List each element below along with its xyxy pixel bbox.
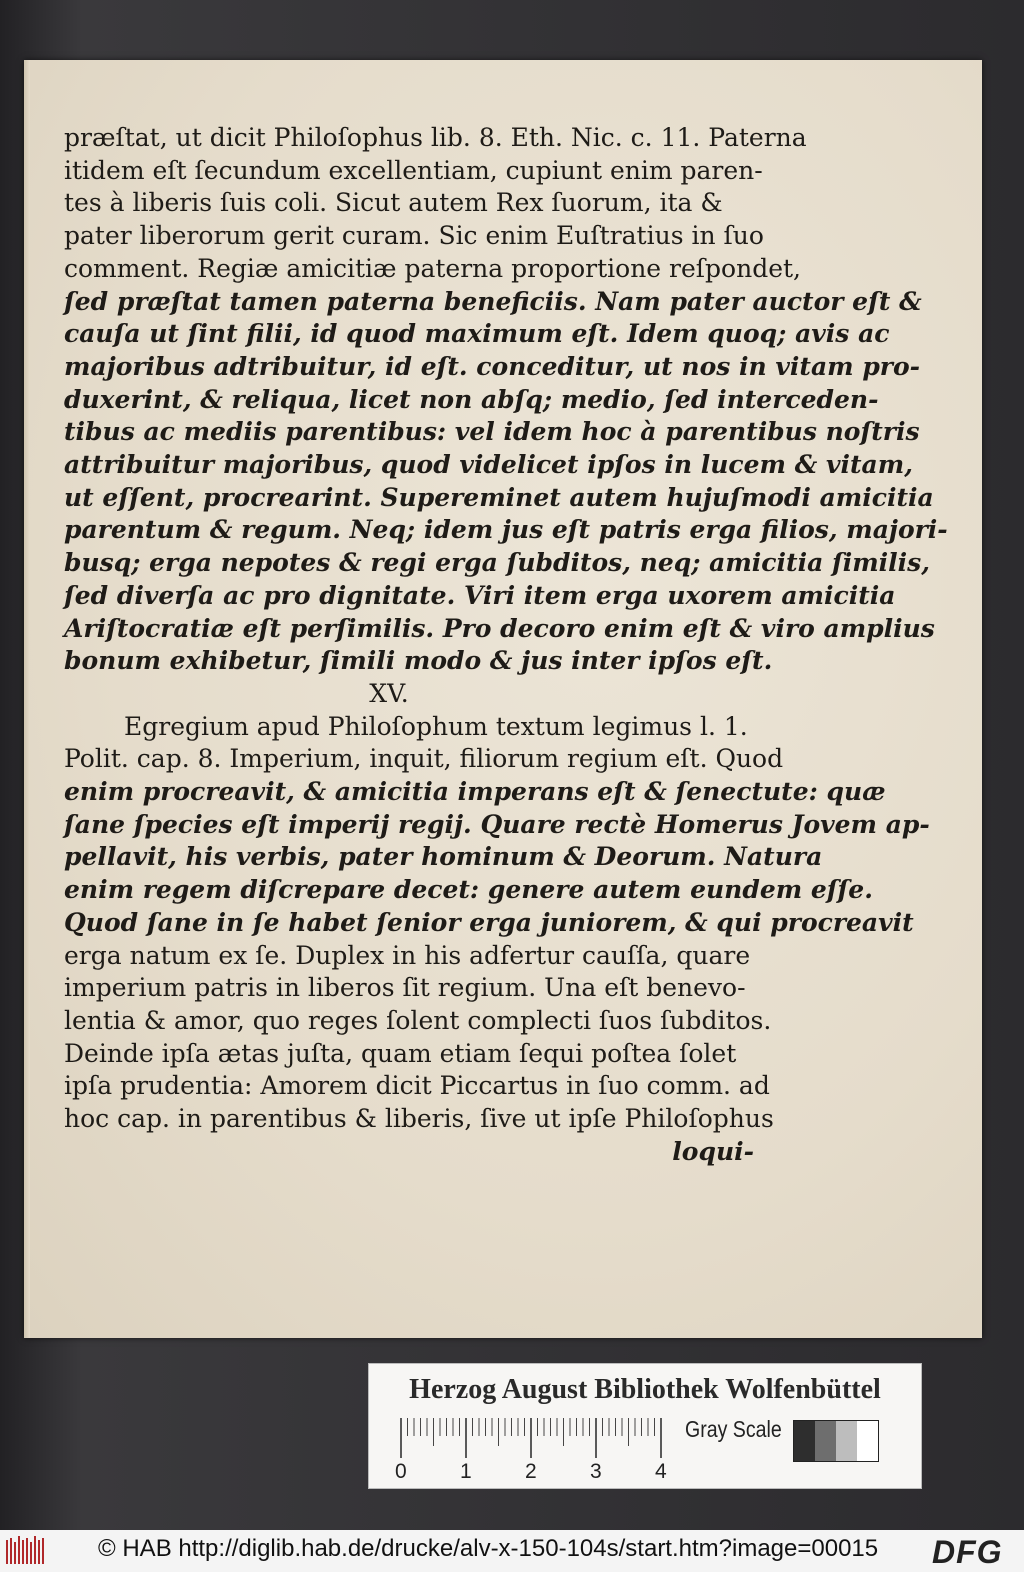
dfg-logo: DFG <box>932 1534 1003 1570</box>
library-name: Herzog August Bibliothek Wolfenbüttel <box>409 1374 881 1405</box>
gray-swatch <box>815 1421 836 1461</box>
ruler-label: 4 <box>655 1460 667 1483</box>
text-line: ſed præſtat tamen paterna beneficiis. Nam pater auctor eſt & <box>64 286 922 316</box>
text-line: præſtat, ut dicit Philoſophus lib. 8. Eth. Nic. c. 11. Paterna <box>64 123 807 152</box>
book-page <box>24 60 982 1338</box>
text-line: hoc cap. in parentibus & liberis, ſive ut ipſe Philoſophus <box>64 1104 774 1134</box>
text-line: Egregium apud Philoſophum textum legimus l. 1. <box>124 711 748 741</box>
text-line: duxerint, & reliqua, licet non abſq; medio, ſed interceden- <box>64 384 879 414</box>
ruler-label: 2 <box>525 1460 537 1483</box>
text-line: XV. <box>369 678 409 708</box>
text-line: lentia & amor, quo reges ſolent complecti ſuos ſubditos. <box>64 1005 772 1035</box>
hab-logo-icon <box>4 1534 46 1568</box>
text-line: comment. Regiæ amicitiæ paterna proportione reſpondet, <box>64 253 801 283</box>
ruler-scale <box>399 1416 665 1460</box>
text-line: ſane ſpecies eſt imperij regij. Quare rectè Homerus Jovem ap- <box>64 809 930 839</box>
text-line: pater liberorum gerit curam. Sic enim Euſtratius in ſuo <box>64 221 764 251</box>
gray-scale-label: Gray Scale <box>685 1416 782 1442</box>
text-line: busq; erga nepotes & regi erga ſubditos, neq; amicitia ſimilis, <box>64 548 930 578</box>
ruler-label: 3 <box>590 1460 602 1483</box>
text-line: ipſa prudentia: Amorem dicit Piccartus in ſuo comm. ad <box>64 1071 770 1101</box>
text-line: Deinde ipſa ætas juſta, quam etiam ſequi poſtea ſolet <box>64 1038 737 1068</box>
text-line: Polit. cap. 8. Imperium, inquit, filiorum regium eſt. Quod <box>64 744 784 774</box>
text-line: itidem eſt ſecundum excellentiam, cupiunt enim paren- <box>64 155 763 185</box>
text-line: Ariſtocratiæ eſt perſimilis. Pro decoro enim eſt & viro amplius <box>64 613 935 643</box>
footer-bar <box>0 1530 1024 1572</box>
text-line: majoribus adtribuitur, id eſt. conceditur, ut nos in vitam pro- <box>64 351 921 381</box>
page-text <box>64 122 948 1169</box>
text-line: enim procreavit, & amicitia imperans eſt & ſenectute: quæ <box>64 777 886 807</box>
ruler-labels <box>393 1460 693 1484</box>
text-line: pellavit, his verbis, pater hominum & Deorum. Natura <box>64 842 823 872</box>
gray-swatch <box>836 1421 857 1461</box>
text-line: erga natum ex ſe. Duplex in his adfertur cauſſa, quare <box>64 940 751 970</box>
text-line: cauſa ut ſint filii, id quod maximum eſt. Idem quoq; avis ac <box>64 319 890 349</box>
text-line: tibus ac mediis parentibus: vel idem hoc à parentibus noſtris <box>64 417 920 447</box>
color-calibration-bar <box>368 1363 922 1489</box>
text-line: Quod ſane in ſe habet ſenior erga juniorem, & qui procreavit <box>64 907 914 937</box>
text-line: attribuitur majoribus, quod videlicet ipſos in lucem & vitam, <box>64 450 913 480</box>
text-line: ut eſſent, procrearint. Supereminet autem hujuſmodi amicitia <box>64 482 934 512</box>
text-line: enim regem diſcrepare decet: genere autem eundem eſſe. <box>64 875 873 905</box>
text-line: tes à liberis ſuis coli. Sicut autem Rex ſuorum, ita & <box>64 188 723 218</box>
text-line: bonum exhibetur, ſimili modo & jus inter ipſos eſt. <box>64 646 773 676</box>
text-line: imperium patris in liberos ſit regium. Una eſt benevo- <box>64 973 746 1003</box>
gray-swatch <box>794 1421 815 1461</box>
gray-swatch <box>857 1421 878 1461</box>
page-edge <box>24 60 30 1338</box>
catchword: loqui- <box>672 1136 754 1166</box>
text-line: parentum & regum. Neq; idem jus eſt patris erga filios, majori- <box>64 515 948 545</box>
ruler-label: 0 <box>395 1460 407 1483</box>
text-line: ſed diverſa ac pro dignitate. Viri item erga uxorem amicitia <box>64 580 896 610</box>
ruler-label: 1 <box>460 1460 472 1483</box>
copyright-url: © HAB http://diglib.hab.de/drucke/alv-x-150-104s/start.htm?image=00015 <box>98 1535 879 1562</box>
gray-scale-swatches <box>793 1420 879 1462</box>
